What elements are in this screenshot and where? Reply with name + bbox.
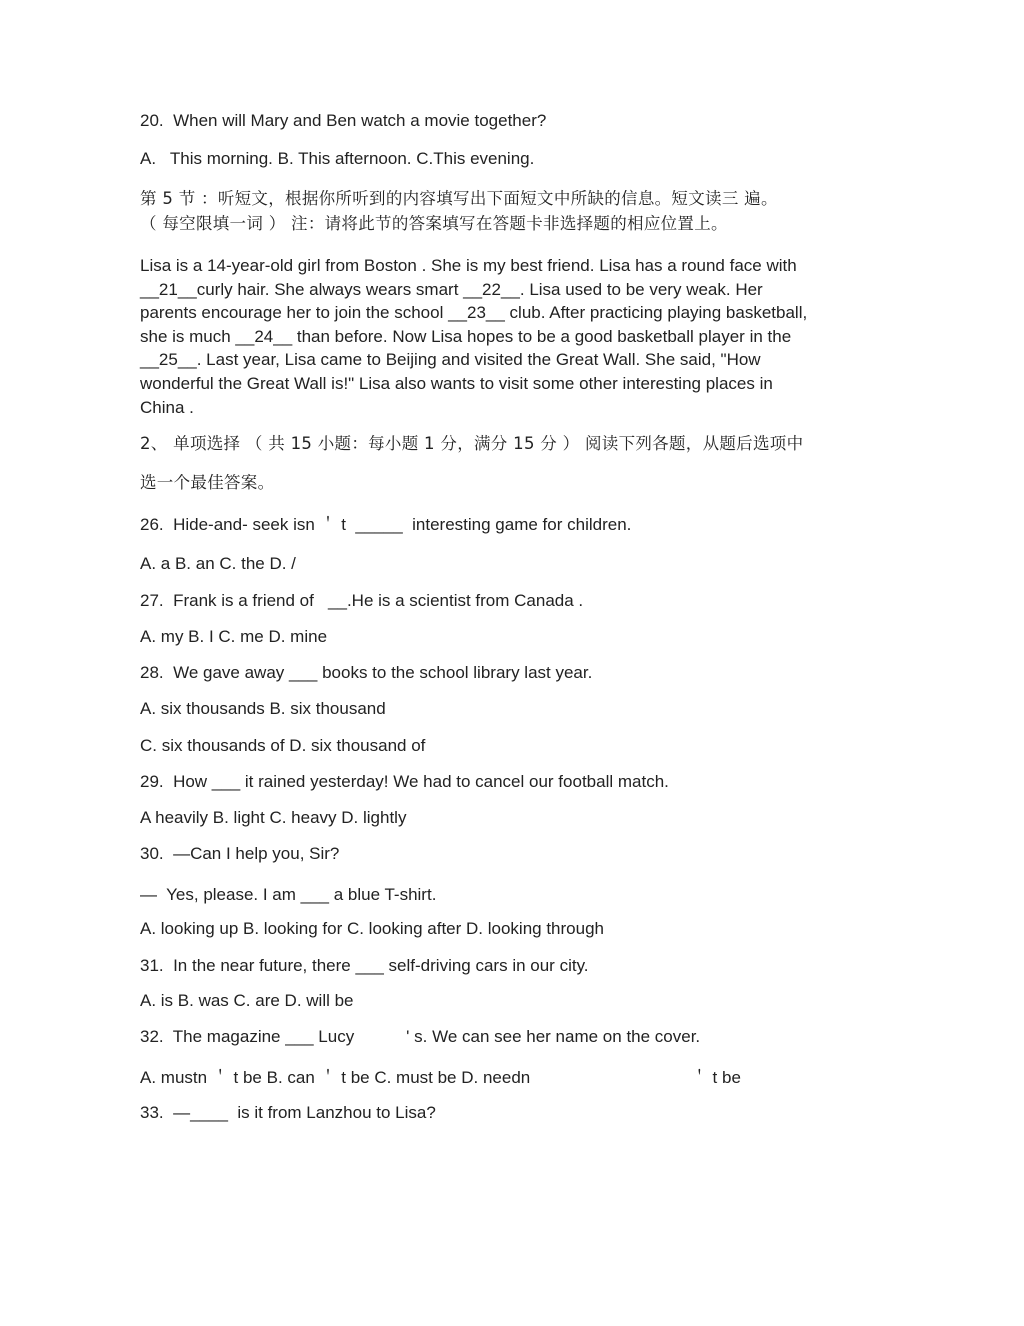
part-2-instruction-line-1: 2、 单项选择 （ 共 15 小题：每小题 1 分，满分 15 分 ） 阅读下列各题，从题后选项中	[140, 434, 804, 453]
passage-line: she is much __24__ than before. Now Lisa hopes to be a good basketball player in the	[140, 326, 792, 346]
section-5-instruction-line-2: （ 每空限填一词 ） 注：请将此节的答案填写在答题卡非选择题的相应位置上。	[140, 214, 728, 233]
question-26-options: A. a B. an C. the D. /	[140, 554, 296, 573]
question-27-options: A. my B. I C. me D. mine	[140, 627, 328, 646]
question-30-reply: — Yes, please. I am ___ a blue T-shirt.	[140, 885, 437, 904]
question-31-options: A. is B. was C. are D. will be	[140, 991, 354, 1010]
listening-passage	[140, 254, 890, 419]
question-29-options: A heavily B. light C. heavy D. lightly	[140, 808, 407, 827]
question-32-options: A. mustn ＇ t be B. can ＇ t be C. must be D. needn ＇ t be	[140, 1068, 741, 1087]
passage-line: __21__curly hair. She always wears smart __22__. Lisa used to be very weak. Her	[140, 279, 763, 299]
question-27: 27. Frank is a friend of __.He is a scientist from Canada .	[140, 591, 584, 610]
passage-line: parents encourage her to join the school __23__ club. After practicing playing basketball,	[140, 303, 808, 323]
question-20: 20. When will Mary and Ben watch a movie together?	[140, 111, 547, 130]
question-31: 31. In the near future, there ___ self-driving cars in our city.	[140, 956, 589, 975]
question-28-options-2: C. six thousands of D. six thousand of	[140, 736, 426, 755]
question-28: 28. We gave away ___ books to the school library last year.	[140, 663, 593, 682]
question-28-options: A. six thousands B. six thousand	[140, 699, 386, 718]
question-33: 33. —____ is it from Lanzhou to Lisa?	[140, 1103, 436, 1122]
passage-line: wonderful the Great Wall is!" Lisa also wants to visit some other interesting places in	[140, 373, 773, 393]
question-20-options: A. This morning. B. This afternoon. C.This evening.	[140, 149, 535, 168]
question-30-options: A. looking up B. looking for C. looking after D. looking through	[140, 919, 604, 938]
question-26: 26. Hide-and- seek isn ＇ t _____ interesting game for children.	[140, 515, 632, 534]
question-30: 30. —Can I help you, Sir?	[140, 844, 340, 863]
question-32: 32. The magazine ___ Lucy ' s. We can see her name on the cover.	[140, 1027, 701, 1046]
part-2-instruction-line-2: 选一个最佳答案。	[140, 473, 275, 492]
passage-line: China .	[140, 397, 194, 417]
passage-line: __25__. Last year, Lisa came to Beijing and visited the Great Wall. She said, "How	[140, 350, 761, 370]
section-5-instruction-line-1: 第 5 节 ：听短文，根据你所听到的内容填写出下面短文中所缺的信息。短文读三 遍。	[140, 189, 778, 208]
question-29: 29. How ___ it rained yesterday! We had to cancel our football match.	[140, 772, 669, 791]
passage-line: Lisa is a 14-year-old girl from Boston . She is my best friend. Lisa has a round face with	[140, 256, 797, 275]
